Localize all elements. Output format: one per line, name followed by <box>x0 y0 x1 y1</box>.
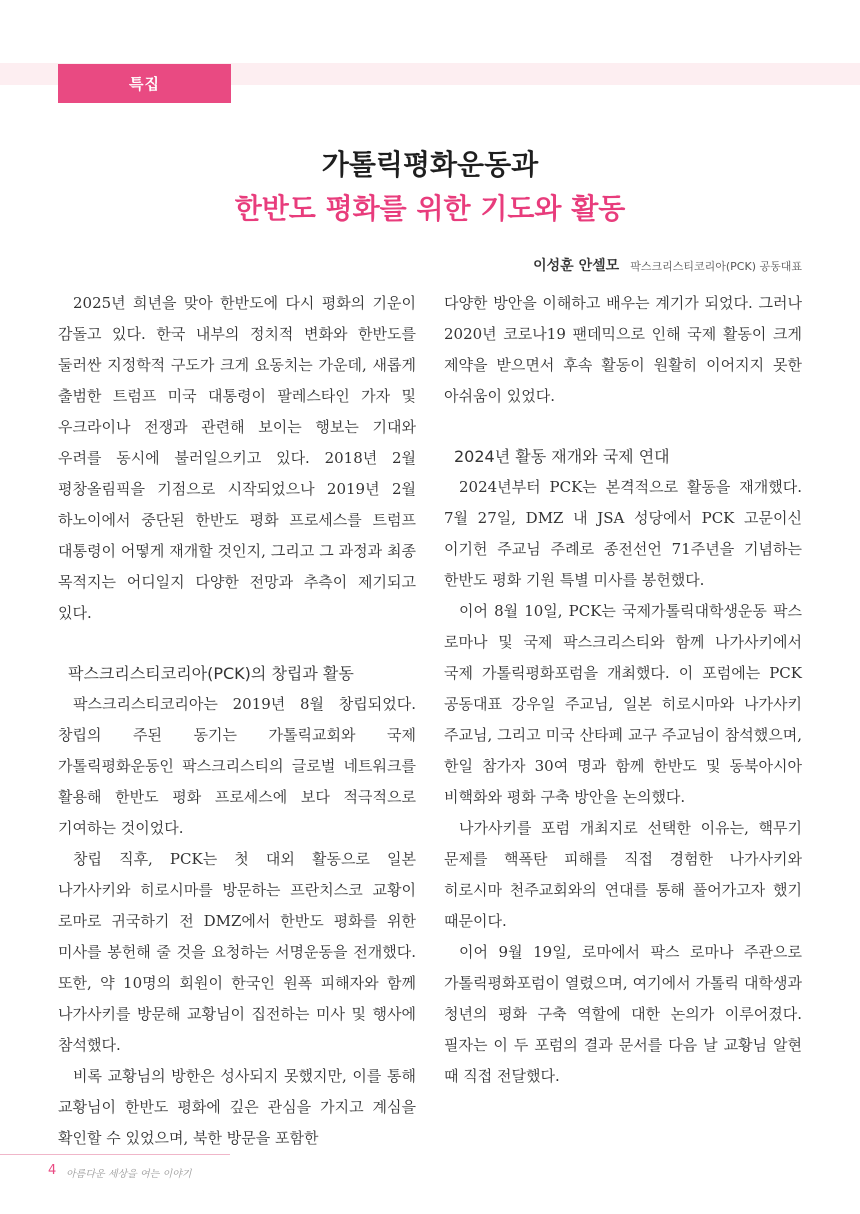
section-heading: 팍스크리스티코리아(PCK)의 창립과 활동 <box>68 664 354 683</box>
title-line-2: 한반도 평화를 위한 기도와 활동 <box>234 192 626 225</box>
paragraph: 이어 8월 10일, PCK는 국제가톨릭대학생운동 팍스 로마나 및 국제 팍스크리스티와 함께 나가사키에서 국제 가톨릭평화포럼을 개최했다. 이 포럼에는 PCK 공동대표 강우일 주교님, 일본 히로시마와 나가사키 주교님, 그리고 미국 산타페 교구 주교님이 참석했으며, 한일 참가자 30여 명과 함께 한반도 및 동북아시아 비핵화와 평화 구축 방안을 논의했다. <box>444 602 802 806</box>
footer-divider <box>0 1154 230 1155</box>
paragraph: 2025년 희년을 맞아 한반도에 다시 평화의 기운이 감돌고 있다. 한국 내부의 정치적 변화와 한반도를 둘러싼 지정학적 구도가 크게 요동치는 가운데, 새롭게 출범한 트럼프 미국 대통령이 팔레스타인 가자 및 우크라이나 전쟁과 관련해 보이는 행보는 기대와 우려를 동시에 불러일으키고 있다. 2018년 2월 평창올림픽을 기점으로 시작되었으나 2019년 2월 하노이에서 중단된 한반도 평화 프로세스를 트럼프 대통령이 어떻게 재개할 것인지, 그리고 그 과정과 최종 목적지는 어디일지 다양한 전망과 추측이 제기되고 있다. <box>58 294 416 622</box>
article-title <box>0 143 860 231</box>
section-heading: 2024년 활동 재개와 국제 연대 <box>454 447 670 466</box>
paragraph: 비록 교황님의 방한은 성사되지 못했지만, 이를 통해 교황님이 한반도 평화에 깊은 관심을 가지고 계심을 확인할 수 있었으며, 북한 방문을 포함한 <box>58 1067 416 1147</box>
section-tag: 특집 <box>58 64 231 103</box>
paragraph: 팍스크리스티코리아는 2019년 8월 창립되었다. 창립의 주된 동기는 가톨릭교회와 국제 가톨릭평화운동인 팍스크리스티의 글로벌 네트워크를 활용해 한반도 평화 프로세스에 보다 적극적으로 기여하는 것이었다. <box>58 695 416 837</box>
paragraph: 2024년부터 PCK는 본격적으로 활동을 재개했다. 7월 27일, DMZ 내 JSA 성당에서 PCK 고문이신 이기헌 주교님 주례로 종전선언 71주년을 기념하는 한반도 평화 기원 특별 미사를 봉헌했다. <box>444 478 802 589</box>
byline <box>533 255 802 275</box>
paragraph: 창립 직후, PCK는 첫 대외 활동으로 일본 나가사키와 히로시마를 방문하는 프란치스코 교황이 로마로 귀국하기 전 DMZ에서 한반도 평화를 위한 미사를 봉헌해 줄 것을 요청하는 서명운동을 전개했다. 또한, 약 10명의 회원이 한국인 원폭 피해자와 함께 나가사키를 방문해 교황님이 집전하는 미사 및 행사에 참석했다. <box>58 850 416 1054</box>
title-line-1: 가톨릭평화운동과 <box>321 148 539 181</box>
author-name: 이성훈 안셀모 <box>533 258 620 274</box>
paragraph: 이어 9월 19일, 로마에서 팍스 로마나 주관으로 가톨릭평화포럼이 열렸으며, 여기에서 가톨릭 대학생과 청년의 평화 구축 역할에 대한 논의가 이루어졌다. 필자는 이 두 포럼의 결과 문서를 다음 날 교황님 알현 때 직접 전달했다. <box>444 943 802 1085</box>
page-number: 4 <box>48 1163 57 1178</box>
left-column <box>58 288 416 1154</box>
author-role: 팍스크리스티코리아(PCK) 공동대표 <box>630 260 802 273</box>
right-column <box>444 288 802 1092</box>
paragraph: 나가사키를 포럼 개최지로 선택한 이유는, 핵무기 문제를 핵폭탄 피해를 직접 경험한 나가사키와 히로시마 천주교회와의 연대를 통해 풀어가고자 했기 때문이다. <box>444 819 802 930</box>
magazine-name: 아름다운 세상을 여는 이야기 <box>66 1169 192 1180</box>
paragraph: 다양한 방안을 이해하고 배우는 계기가 되었다. 그러나 2020년 코로나19 팬데믹으로 인해 국제 활동이 크게 제약을 받으면서 후속 활동이 원활히 이어지지 못한 아쉬움이 있었다. <box>444 294 802 405</box>
